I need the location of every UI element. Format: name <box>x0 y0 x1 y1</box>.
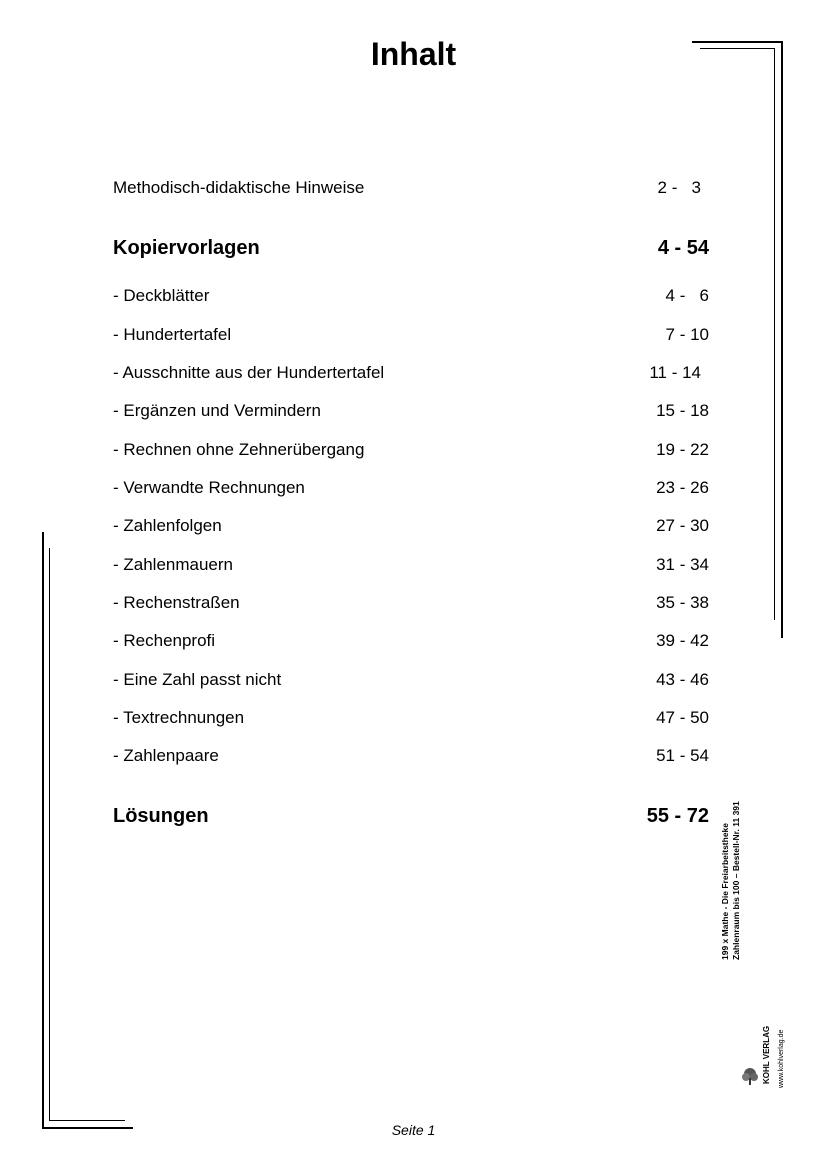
toc-label: - Rechnen ohne Zehnerübergang <box>113 440 365 459</box>
toc-label: - Zahlenmauern <box>113 555 234 574</box>
toc-label: - Rechenprofi <box>113 631 216 650</box>
toc-entry <box>113 399 713 423</box>
toc-section <box>113 236 713 260</box>
toc-section-pages: 4 - 54 <box>657 237 709 259</box>
imprint <box>720 800 742 960</box>
toc-pages: 47 - 50 <box>656 708 709 727</box>
toc-pages: 39 - 42 <box>656 631 709 650</box>
toc-label: - Ausschnitte aus der Hundertertafel <box>113 363 385 382</box>
publisher-logo <box>740 1022 800 1092</box>
imprint-line-1: 199 x Mathe - Die Freiarbeitstheke <box>720 822 730 960</box>
toc-label: - Rechenstraßen <box>113 593 240 612</box>
frame-line-right-inner <box>774 48 775 620</box>
toc-entry <box>113 323 713 347</box>
page-title: Inhalt <box>370 36 457 72</box>
toc-entry <box>113 553 713 577</box>
toc-pages: 27 - 30 <box>656 516 709 535</box>
tree-icon <box>740 1066 760 1086</box>
toc-label: - Verwandte Rechnungen <box>113 478 305 497</box>
toc-entry <box>113 706 713 730</box>
frame-line-right-outer <box>781 41 783 638</box>
toc-entry <box>113 668 713 692</box>
toc-section-label: Kopiervorlagen <box>113 237 260 259</box>
toc-entry <box>113 629 713 653</box>
toc-label: - Zahlenfolgen <box>113 516 222 535</box>
frame-line-top-inner <box>700 48 775 49</box>
toc-pages: 15 - 18 <box>656 401 709 420</box>
toc-entry <box>113 176 713 200</box>
publisher-name: KOHL VERLAG <box>762 1025 771 1084</box>
frame-line-bottom-inner <box>49 1120 125 1121</box>
toc-pages: 51 - 54 <box>656 746 709 765</box>
toc-pages: 4 - 6 <box>665 286 709 305</box>
toc-pages: 2 - 3 <box>657 178 701 197</box>
toc-entry <box>113 744 713 768</box>
toc-pages: 7 - 10 <box>665 325 709 344</box>
toc-entry <box>113 284 713 308</box>
toc-pages: 31 - 34 <box>656 555 709 574</box>
toc-entry <box>113 438 713 462</box>
toc-pages: 43 - 46 <box>656 670 709 689</box>
toc-pages: 35 - 38 <box>656 593 709 612</box>
toc-label: - Deckblätter <box>113 286 210 305</box>
toc-pages: 11 - 14 <box>649 363 701 382</box>
page-number: Seite 1 <box>391 1122 436 1138</box>
toc-label: Methodisch-didaktische Hinweise <box>113 178 365 197</box>
toc-entry <box>113 591 713 615</box>
frame-line-left-outer <box>42 532 44 1129</box>
toc-label: - Eine Zahl passt nicht <box>113 670 282 689</box>
toc-label: - Ergänzen und Vermindern <box>113 401 321 420</box>
toc-section-pages: 55 - 72 <box>646 805 709 827</box>
frame-line-left-inner <box>49 548 50 1120</box>
toc-pages: 19 - 22 <box>656 440 709 459</box>
toc-section-label: Lösungen <box>113 805 209 827</box>
toc-pages: 23 - 26 <box>656 478 709 497</box>
toc-entry <box>113 361 713 385</box>
toc-label: - Hundertertafel <box>113 325 232 344</box>
imprint-line-2: Zahlenraum bis 100 – Bestell-Nr. 11 391 <box>731 801 741 960</box>
frame-line-top-outer <box>692 41 783 43</box>
toc-section <box>113 804 713 828</box>
toc-entry <box>113 514 713 538</box>
publisher-website: www.kohlverlag.de <box>778 1029 785 1088</box>
toc-label: - Zahlenpaare <box>113 746 219 765</box>
toc-label: - Textrechnungen <box>113 708 245 727</box>
toc-entry <box>113 476 713 500</box>
